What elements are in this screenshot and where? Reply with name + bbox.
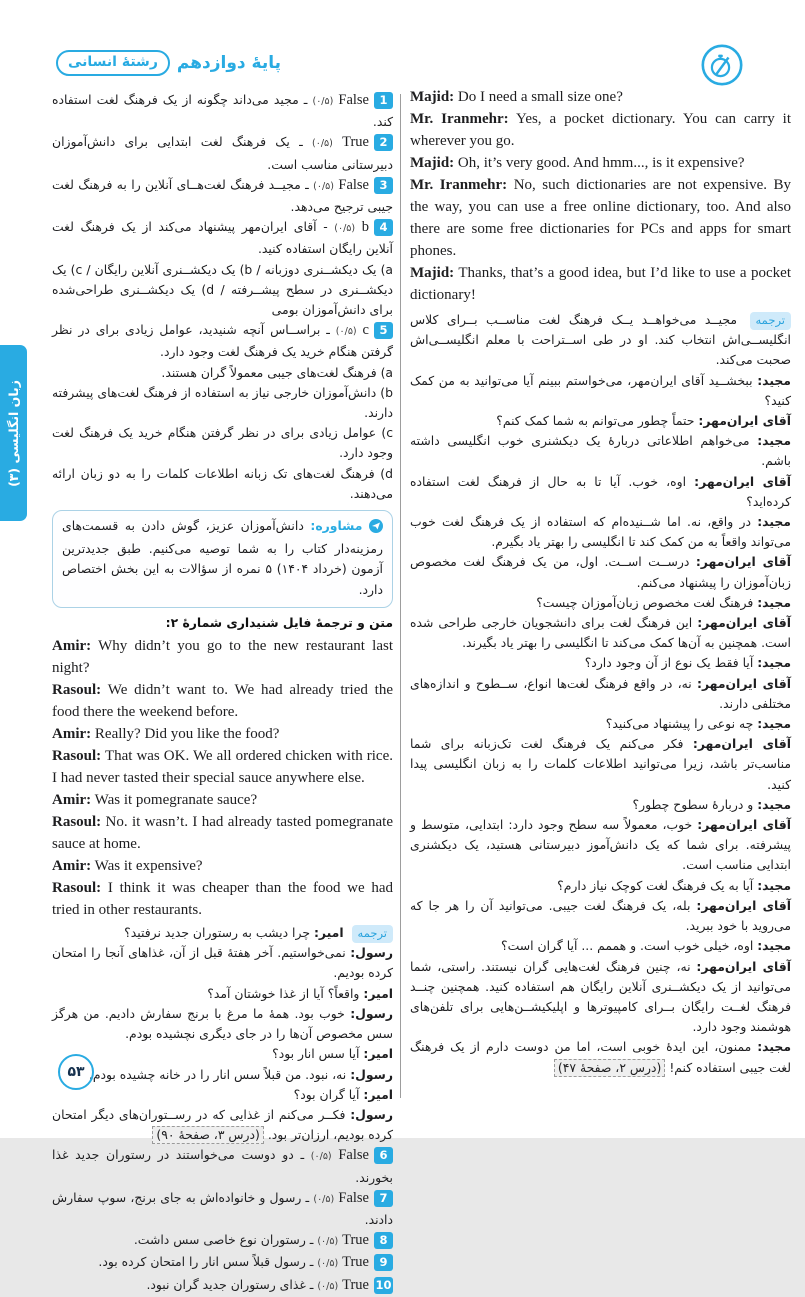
translation-text: نمی‌خواستیم. آخر هفتهٔ قبل از آن، غذاهای آنجا را امتحان کرده بودیم.	[52, 945, 393, 981]
translation-text: درســت اســت. اول، من یک فرهنگ لغت مخصوص زبان‌آموزان را پیشنهاد می‌کنم.	[410, 554, 791, 590]
translation-line	[410, 472, 791, 512]
dialogue-text: That was OK. We all ordered chicken with rice. I had never tasted their special sauce anywhere else.	[52, 748, 393, 787]
header-badges	[56, 50, 281, 76]
score-value: (۰/۵)	[317, 1258, 339, 1270]
translation-line	[52, 1004, 393, 1044]
left-column	[52, 90, 393, 1297]
speaker-name: Rasoul:	[52, 748, 102, 765]
left-persian-translation	[52, 923, 393, 1145]
tf-item-9	[52, 1252, 393, 1274]
answer-value: False	[338, 92, 369, 108]
item-number-badge: 3	[374, 177, 393, 194]
speaker-name: آقای ایران‌مهر:	[692, 736, 791, 752]
answer-value: True	[342, 134, 369, 151]
score-value: (۰/۵)	[310, 1151, 332, 1163]
translation-line	[410, 714, 791, 734]
item-number-badge: 10	[375, 1277, 392, 1292]
dialogue-text: No, such dictionaries are not expensive. By the way, you can use a free online dictionary, too. And also there are some free dictionaries for PCs and apps for smart phones.	[410, 177, 792, 259]
tf-item-1	[52, 90, 393, 132]
lesson-page-ref: (درس ۲، صفحهٔ ۴۷)	[554, 1059, 666, 1077]
translation-text: ممنون، این ایدهٔ خوبی است، اما من دوست دارم از یک فرهنگ لغت جیبی استفاده کنم!	[410, 1039, 791, 1075]
column-divider	[400, 94, 401, 1098]
speaker-name: مجید:	[757, 594, 791, 610]
score-value: (۰/۵)	[335, 326, 357, 338]
speaker-name: مجید:	[757, 1039, 791, 1055]
speaker-name: امیر:	[363, 1086, 393, 1102]
speaker-name: رسول:	[350, 945, 393, 961]
item-number-badge: 1	[374, 92, 393, 109]
speaker-name: رسول:	[350, 1066, 393, 1082]
speaker-name: Rasoul:	[52, 880, 102, 897]
translation-text: چه نوعی را پیشنهاد می‌کنید؟	[605, 716, 754, 732]
translation-text: بله، یک فرهنگ لغت جیبی. می‌توانید آن را هر جا که می‌روید با خود ببرید.	[410, 897, 791, 934]
speaker-name: آقای ایران‌مهر:	[696, 897, 791, 913]
answer-value: True	[342, 1276, 369, 1293]
translation-text: چرا دیشب به رستوران جدید نرفتید؟	[124, 925, 310, 941]
dialogue-text: No. it wasn’t. I had already tasted pomegranate sauce at home.	[52, 814, 394, 853]
speaker-name: آقای ایران‌مهر:	[694, 473, 791, 489]
translation-text: فرهنگ لغت مخصوص زبان‌آموزان چیست؟	[536, 594, 754, 610]
translation-line	[52, 1105, 393, 1145]
score-value: (۰/۵)	[317, 1280, 339, 1292]
dialogue-line	[52, 811, 393, 855]
translation-line	[410, 896, 791, 936]
translation-line	[52, 1044, 393, 1064]
translation-line	[410, 1037, 791, 1077]
item-5-option-c: c) عوامل زیادی برای در نظر گرفتن هنگام خرید یک فرهنگ لغت وجود دارد.	[52, 425, 393, 461]
answer-value: False	[338, 176, 369, 193]
translation-line	[410, 674, 791, 714]
section-title: متن و ترجمهٔ فایل شنیداری شمارهٔ ۲:	[165, 614, 393, 630]
item-number-badge: 4	[374, 219, 393, 236]
translation-text: مجیــد می‌خواهــد یــک فرهنگ لغت مناســب بــرای کلاس انگلیســی‌اش انتخاب کند. او در طی اســتراحت با معلم انگلیســی‌اش صحبت می‌کند.	[410, 312, 791, 368]
item-number-badge: 9	[374, 1254, 393, 1271]
item-5-option-d: d) فرهنگ لغت‌های تک زبانه اطلاعات کلمات را به دو زبان ارائه می‌دهند.	[52, 465, 393, 501]
translation-line	[52, 984, 393, 1004]
translation-text: اوه، خیلی خوب است. و هممم ... آیا گران است؟	[501, 938, 754, 954]
advice-chat-icon	[369, 519, 383, 539]
translation-text: نه، در واقع فرهنگ لغت‌ها انواع، ســطوح و اندازه‌های مختلفی دارند.	[410, 675, 791, 711]
translation-text: می‌خواهم اطلاعاتی دربارهٔ یک دیکشنری خوب انگلیسی داشته باشم.	[410, 433, 791, 469]
item-text: ـ دو دوست می‌خواستند در رستوران جدید غذا بخورند.	[52, 1147, 393, 1185]
translation-line	[410, 411, 791, 431]
translation-text: خوب بود. همهٔ ما مرغ با برنج سفارش دادیم. من هرگز سس مخصوص آن‌ها را در جای دیگری نچشیده بودم.	[52, 1005, 393, 1042]
speaker-name: آقای ایران‌مهر:	[697, 615, 791, 631]
item-text: ـ غذای رستوران جدید گران نبود.	[146, 1276, 314, 1292]
item-text: ـ رسول و خانواده‌اش به جای برنج، سوپ سفارش دادند.	[52, 1189, 393, 1227]
translation-badge: ترجمه	[750, 312, 791, 330]
tf-item-2	[52, 132, 393, 174]
speaker-name: Mr. Iranmehr:	[410, 111, 509, 127]
item-text: ـ براســاس آنچه شنیدید، عوامل زیادی برای در نظر گرفتن هنگام خرید یک فرهنگ لغت وجود دارد.	[52, 322, 393, 360]
speaker-name: مجید:	[757, 938, 791, 954]
speaker-name: Rasoul:	[52, 682, 102, 699]
item-text: ـ رسول قبلاً سس انار را امتحان کرده بود.	[98, 1254, 314, 1270]
item-5-option-a: a) فرهنگ لغت‌های جیبی معمولاً گران هستند.	[161, 364, 393, 380]
dialogue-text: Was it pomegranate sauce?	[94, 792, 258, 809]
item-text: ـ رستوران نوع خاصی سس داشت.	[133, 1232, 314, 1248]
speaker-name: آقای ایران‌مهر:	[698, 413, 791, 429]
speaker-name: Rasoul:	[52, 814, 102, 831]
translation-intro	[410, 310, 791, 371]
tf-item-3	[52, 175, 393, 217]
translation-line	[410, 653, 791, 673]
item-text: ـ یک فرهنگ لغت ابتدایی برای دانش‌آموزان دبیرستانی مناسب است.	[52, 134, 393, 172]
dialogue-text: Why didn’t you go to the new restaurant last night?	[52, 638, 393, 677]
dialogue-line	[410, 108, 791, 152]
score-value: (۰/۵)	[312, 96, 334, 107]
answer-value: True	[342, 1232, 369, 1249]
speaker-name: Majid:	[410, 89, 455, 105]
dialogue-text: We didn’t want to. We had already tried the food there the weekend before.	[52, 682, 394, 721]
answer-value: c	[362, 322, 369, 339]
stopwatch-pencil-icon	[701, 44, 743, 86]
speaker-name: مجید:	[757, 655, 791, 671]
item-number-badge: 5	[374, 322, 393, 339]
translation-line	[410, 371, 791, 411]
dialogue-line	[52, 745, 393, 789]
dialogue-line	[52, 877, 393, 921]
advice-box	[52, 510, 393, 608]
tf-item-5	[52, 320, 393, 362]
item-text: ـ مجیــد فرهنگ لغت‌هــای آنلاین را به فرهنگ لغت جیبی ترجیح می‌دهد.	[52, 176, 393, 215]
translation-text: واقعاً؟ آیا از غذا خوشتان آمد؟	[207, 985, 360, 1001]
translation-text: ببخشــید آقای ایران‌مهر، می‌خواستم ببینم آیا می‌توانید به من کمک کنید؟	[410, 372, 791, 408]
score-value: (۰/۵)	[312, 138, 333, 150]
translation-line	[52, 923, 393, 943]
right-persian-translation	[410, 310, 791, 1078]
translation-line	[410, 957, 791, 1038]
translation-text: آیا سس انار بود؟	[272, 1046, 360, 1062]
item-number-badge: 8	[374, 1232, 393, 1249]
score-value: (۰/۵)	[334, 223, 356, 235]
tf-item-6	[52, 1145, 393, 1187]
translation-line	[410, 876, 791, 896]
speaker-name: رسول:	[350, 1106, 393, 1122]
answer-value: False	[338, 1147, 369, 1164]
translation-text: آیا گران بود؟	[293, 1086, 360, 1102]
speaker-name: امیر:	[363, 1046, 393, 1062]
right-column	[410, 86, 791, 1078]
translation-line	[52, 1085, 393, 1105]
answer-value: True	[342, 1254, 369, 1271]
dialogue-line	[52, 635, 393, 679]
dialogue-line	[52, 855, 393, 877]
translation-badge: ترجمه	[352, 925, 393, 943]
dialogue-text: Yes, a pocket dictionary. You can carry it wherever you go.	[410, 111, 791, 149]
translation-line	[410, 613, 791, 653]
answer-value: False	[338, 1189, 369, 1206]
item-text: - آقای ایران‌مهر پیشنهاد می‌کند از یک فرهنگ لغت آنلاین رایگان استفاده کنید.	[52, 219, 393, 257]
item-text: ـ مجید می‌داند چگونه از یک فرهنگ لغت استفاده کند.	[52, 92, 393, 130]
translation-text: حتماً چطور می‌توانم به شما کمک کنم؟	[496, 413, 695, 429]
speaker-name: آقای ایران‌مهر:	[697, 675, 791, 691]
grade-label: پایهٔ دوازدهم	[176, 53, 282, 73]
translation-text: خوب، معمولاً سه سطح وجود دارد: ابتدایی، متوسط و پیشرفته. برای شما که یک دانش‌آموز دبیرستانی هستید، یک دیکشنری ابتدایی مناسب است.	[410, 817, 791, 873]
lesson-page-ref: (درس ۳، صفحهٔ ۹۰)	[152, 1126, 264, 1144]
dialogue-line	[52, 789, 393, 811]
right-english-dialogue	[410, 86, 791, 306]
dialogue-line	[410, 262, 791, 306]
speaker-name: Mr. Iranmehr:	[410, 177, 508, 193]
speaker-name: آقای ایران‌مهر:	[695, 554, 791, 570]
item-number-badge: 2	[374, 134, 393, 151]
track-badge: رشتهٔ انسانی	[56, 50, 170, 76]
translation-line	[410, 593, 791, 613]
score-value: (۰/۵)	[313, 180, 334, 192]
translation-text: آیا به یک فرهنگ لغت کوچک نیاز دارم؟	[557, 877, 754, 893]
left-english-dialogue	[52, 635, 393, 921]
translation-line	[410, 734, 791, 795]
speaker-name: Amir:	[52, 792, 92, 809]
tf-item-10	[52, 1275, 393, 1297]
translation-text: نه، نبود. من قبلاً سس انار را در خانه چشیده بودم.	[88, 1066, 347, 1082]
score-value: (۰/۵)	[317, 1236, 339, 1248]
speaker-name: Amir:	[52, 726, 92, 743]
dialogue-text: Do I need a small size one?	[457, 89, 623, 105]
item-5-option-b: b) دانش‌آموزان خارجی نیاز به استفاده از فرهنگ لغت‌های پیشرفته دارند.	[52, 384, 393, 421]
score-value: (۰/۵)	[313, 1193, 335, 1205]
translation-text: و دربارهٔ سطوح چطور؟	[632, 796, 754, 812]
answer-value: b	[361, 219, 369, 236]
speaker-name: مجید:	[757, 433, 791, 449]
dialogue-text: Was it expensive?	[94, 858, 203, 875]
page-number-badge	[58, 1054, 94, 1090]
side-tab-label: زبان انگلیسی (۳)	[6, 379, 22, 487]
item-number-badge: 6	[374, 1147, 393, 1164]
speaker-name: Amir:	[52, 638, 92, 655]
translation-line	[52, 1065, 393, 1085]
tf-item-8	[52, 1230, 393, 1252]
dialogue-line	[410, 174, 791, 262]
advice-label: مشاوره:	[310, 518, 363, 534]
translation-text: آیا فقط یک نوع از آن وجود دارد؟	[584, 655, 754, 671]
speaker-name: Majid:	[410, 155, 455, 171]
translation-text: این فرهنگ لغت برای دانشجویان خارجی طراحی شده است. همچنین به آن‌ها کمک می‌کند تا انگلیسی را بهتر یاد بگیرند.	[410, 615, 791, 651]
speaker-name: آقای ایران‌مهر:	[696, 958, 791, 974]
translation-line	[410, 795, 791, 815]
speaker-name: مجید:	[757, 372, 791, 388]
speaker-name: مجید:	[757, 716, 791, 732]
dialogue-line	[52, 679, 393, 723]
speaker-name: Amir:	[52, 858, 92, 875]
translation-text: فکــر می‌کنم از غذایی که در رســتوران‌های دیگر امتحان کرده بودیم، ارزان‌تر بود.	[52, 1106, 393, 1143]
item-number-badge: 7	[374, 1190, 393, 1207]
speaker-name: آقای ایران‌مهر:	[697, 817, 791, 833]
page-number: ۵۳	[67, 1064, 85, 1080]
translation-text: اوه، خوب. آیا تا به حال از فرهنگ لغت استفاده کرده‌اید؟	[410, 473, 791, 509]
dialogue-line	[410, 152, 791, 174]
speaker-name: مجید:	[757, 514, 791, 530]
dialogue-text: I think it was cheaper than the food we had tried in other restaurants.	[52, 880, 394, 919]
speaker-name: مجید:	[757, 796, 791, 812]
translation-line	[410, 552, 791, 592]
speaker-name: امیر:	[313, 925, 344, 941]
translation-text: در واقع، نه. اما شــنیده‌ام که استفاده از یک فرهنگ لغت خوب می‌تواند واقعاً به من کمک کند تا انگلیسی را بهتر یاد بگیرم.	[410, 514, 791, 550]
translation-text: نه، چنین فرهنگ لغت‌هایی گران نیستند. راستی، شما می‌توانید از یک دیکشــنری آنلاین رایگان هم استفاده کنید. همچنین چنــد فرهنگ لغــت رایگان بــرای کامپیوترها و اپلیکیشــن‌هایی برای تلفن‌های هوشمند وجود دارد.	[410, 958, 791, 1035]
side-tab-english3	[0, 345, 27, 521]
translation-line	[410, 431, 791, 471]
dialogue-line	[52, 723, 393, 745]
speaker-name: مجید:	[757, 877, 791, 893]
translation-line	[410, 512, 791, 552]
item-4-options: a) یک دیکشــنری دوزبانه / b) یک دیکشــنری آنلاین رایگان / c) یک دیکشــنری در سطح پیشــرفته / d) یک دیکشــنری طراحی‌شده برای دانش‌آموزان بومی	[52, 261, 394, 318]
advice-text: دانش‌آموزان عزیز، گوش دادن به قسمت‌های رمزینه‌دار کتاب را به شما توصیه می‌کنیم. طبق جدیدترین آزمون (خرداد ۱۴۰۴) ۵ نمره از سؤالات به این بخش اختصاص دارد.	[62, 518, 383, 597]
translation-line	[410, 815, 791, 876]
translation-line	[410, 936, 791, 956]
dialogue-text: Really? Did you like the food?	[94, 726, 280, 743]
tf-item-7	[52, 1188, 393, 1230]
dialogue-text: Oh, it’s very good. And hmm..., is it expensive?	[457, 155, 745, 171]
translation-line	[52, 943, 393, 983]
speaker-name: Majid:	[410, 265, 455, 281]
tf-item-4	[52, 217, 393, 259]
speaker-name: رسول:	[350, 1005, 393, 1021]
speaker-name: امیر:	[363, 985, 393, 1001]
dialogue-line	[410, 86, 791, 108]
translation-text: فکر می‌کنم یک فرهنگ لغت تک‌زبانه برای شما مناسب‌تر باشد، زیرا می‌توانید اطلاعات کلمات را به زبان انگلیسی پیدا کنید.	[410, 736, 791, 792]
dialogue-text: Thanks, that’s a good idea, but I’d like to use a pocket dictionary!	[410, 265, 791, 303]
